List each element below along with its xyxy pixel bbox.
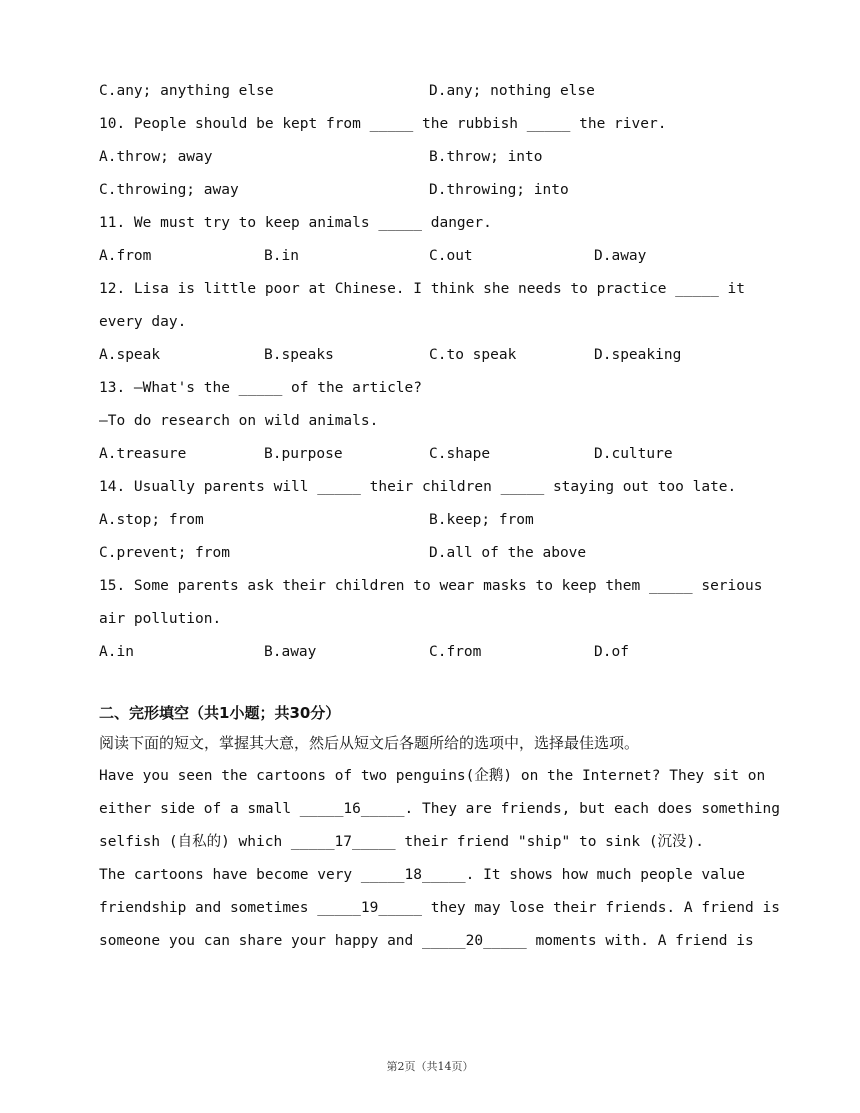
q12-options-row — [99, 342, 779, 375]
q14-option-d: D.all of the above — [429, 545, 587, 561]
q12-option-b: B.speaks — [264, 347, 334, 363]
q14-option-a: A.stop; from — [99, 512, 204, 528]
q13-option-a: A.treasure — [99, 446, 187, 462]
passage-line-5: friendship and sometimes _____19_____ they may lose their friends. A friend is — [99, 900, 780, 916]
q15-stem-line-2: air pollution. — [99, 611, 222, 627]
passage-line-6: someone you can share your happy and _____20_____ moments with. A friend is — [99, 933, 754, 949]
q10-option-a: A.throw; away — [99, 149, 213, 165]
q14-stem: 14. Usually parents will _____ their children _____ staying out too late. — [99, 479, 737, 495]
q10-option-c: C.throwing; away — [99, 182, 239, 198]
q14-option-b: B.keep; from — [429, 512, 534, 528]
q10-option-b: B.throw; into — [429, 149, 543, 165]
q11-options-row — [99, 243, 779, 276]
document-page — [99, 78, 779, 961]
q12-option-d: D.speaking — [594, 347, 682, 363]
q9-option-c: C.any; anything else — [99, 83, 274, 99]
q15-stem-line-1: 15. Some parents ask their children to wear masks to keep them _____ serious — [99, 578, 763, 594]
q10-options-row-1 — [99, 144, 779, 177]
section-heading: 二、完形填空（共1小题；共30分） — [99, 704, 341, 722]
q15-option-a: A.in — [99, 644, 134, 660]
q13-option-d: D.culture — [594, 446, 673, 462]
q15-option-d: D.of — [594, 644, 629, 660]
q15-option-c: C.from — [429, 644, 482, 660]
q11-option-d: D.away — [594, 248, 647, 264]
q13-stem-line-2: —To do research on wild animals. — [99, 413, 379, 429]
q11-option-a: A.from — [99, 248, 152, 264]
passage-line-4: The cartoons have become very _____18_____. It shows how much people value — [99, 867, 746, 883]
passage-line-2: either side of a small _____16_____. They are friends, but each does something — [99, 801, 780, 817]
q9-options-row-2 — [99, 78, 779, 111]
q13-stem-line-1: 13. —What's the _____ of the article? — [99, 380, 423, 396]
q14-option-c: C.prevent; from — [99, 545, 230, 561]
q14-options-row-2 — [99, 540, 779, 573]
q10-stem: 10. People should be kept from _____ the rubbish _____ the river. — [99, 116, 667, 132]
q11-option-b: B.in — [264, 248, 299, 264]
q10-option-d: D.throwing; into — [429, 182, 569, 198]
page-footer: 第2页（共14页） — [386, 1060, 474, 1073]
q11-option-c: C.out — [429, 248, 473, 264]
section-instruction: 阅读下面的短文，掌握其大意，然后从短文后各题所给的选项中，选择最佳选项。 — [99, 734, 640, 752]
q15-options-row — [99, 639, 779, 672]
passage-line-1: Have you seen the cartoons of two penguins(企鹅) on the Internet? They sit on — [99, 768, 766, 784]
section-gap — [99, 672, 779, 700]
q10-options-row-2 — [99, 177, 779, 210]
passage-line-3: selfish (自私的) which _____17_____ their friend "ship" to sink (沉没). — [99, 834, 705, 850]
q13-option-c: C.shape — [429, 446, 491, 462]
q13-option-b: B.purpose — [264, 446, 343, 462]
q13-options-row — [99, 441, 779, 474]
q11-stem: 11. We must try to keep animals _____ danger. — [99, 215, 492, 231]
q12-stem-line-1: 12. Lisa is little poor at Chinese. I think she needs to practice _____ it — [99, 281, 746, 297]
q12-stem-line-2: every day. — [99, 314, 187, 330]
q12-option-c: C.to speak — [429, 347, 517, 363]
q15-option-b: B.away — [264, 644, 317, 660]
q9-option-d: D.any; nothing else — [429, 83, 595, 99]
q14-options-row-1 — [99, 507, 779, 540]
q12-option-a: A.speak — [99, 347, 161, 363]
